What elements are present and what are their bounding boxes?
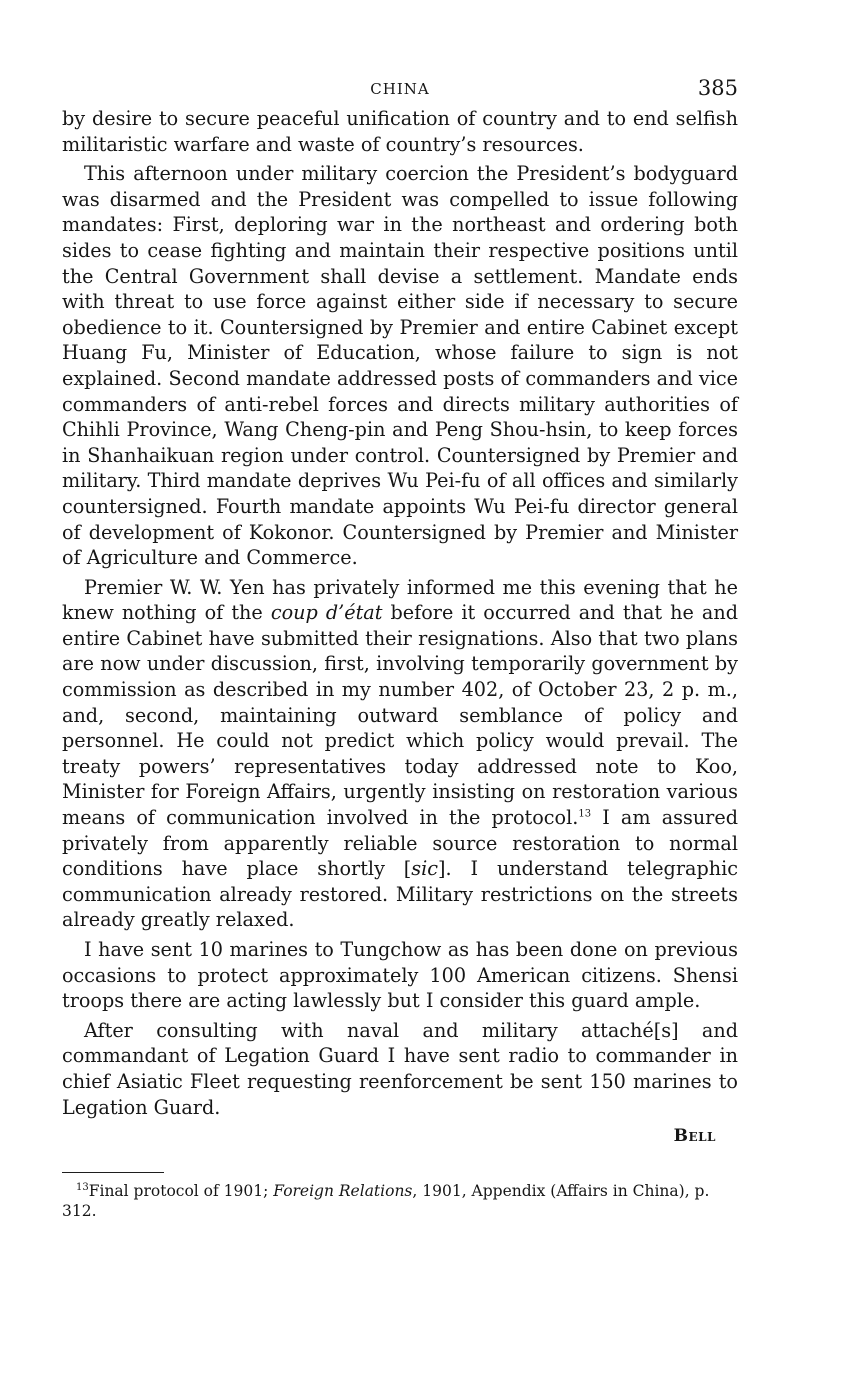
signature: Bell bbox=[673, 1126, 716, 1147]
document-page bbox=[62, 72, 738, 1221]
running-title: CHINA bbox=[370, 80, 430, 98]
page-number: 385 bbox=[697, 76, 738, 100]
footnote-divider bbox=[62, 1172, 164, 1173]
paragraph-text: This afternoon under military coercion the President’s bodyguard was disarmed and the President was compelled to issue following mandates: First, deploring war in the northeast and ordering both sides to cease fighting and maintain their respective positions until the Central Government shall devise a settlement. Mandate ends with threat to use force against either side if necessary to secure obedience to it. Countersigned by Premier and entire Cabinet except Huang Fu, Minister of Education, whose failure to sign is not explained. Second mandate addressed posts of commanders and vice commanders of anti-rebel forces and directs military authorities of Chihli Province, Wang Cheng-pin and Peng Shou-hsin, to keep forces in Shanhaikuan region under control. Countersigned by Premier and military. Third mandate deprives Wu Pei-fu of all offices and similarly countersigned. Fourth mandate appoints Wu Pei-fu director general of development of Kokonor. Countersigned by Premier and Minister of Agriculture and Commerce. bbox=[62, 162, 738, 570]
footnote bbox=[62, 1181, 738, 1221]
italic-word-sic: sic bbox=[411, 857, 439, 881]
paragraph-text: I have sent 10 marines to Tungchow as has been done on previous occasions to protect approximately 100 American citizens. Shensi troops there are acting lawlessly but I consider this guard ample. bbox=[62, 938, 738, 1013]
footnote-text: , 1901, Appendix (Affairs in China), p. 312. bbox=[62, 1181, 710, 1220]
paragraph-continuation bbox=[62, 106, 738, 157]
footnote-marker: 13 bbox=[76, 1181, 89, 1193]
paragraph-marines-tungchow bbox=[62, 937, 738, 1014]
body-text bbox=[62, 106, 738, 1150]
italic-phrase-coup-detat: coup d’état bbox=[270, 601, 383, 625]
paragraph-text: Premier W. W. Yen has privately informed me this evening that he knew nothing of the bbox=[62, 575, 738, 625]
paragraph-text: before it occurred and that he and entire Cabinet have submitted their resignations. Also that two plans are now under discussion, first, involving temporarily government by commission as described in my number 402, of October 23, 2 p. m., and, second, maintaining outward semblance of policy and personnel. He could not predict which policy would prevail. The treaty powers’ representatives today addressed note to Koo, Minister for Foreign Affairs, urgently insisting on restoration various means of communication involved in the protocol. bbox=[62, 601, 739, 830]
paragraph-mandates bbox=[62, 161, 738, 571]
paragraph-text: I am assured privately from apparently reliable source restoration to normal conditions have place shortly [ bbox=[62, 806, 738, 881]
paragraph-premier-yen bbox=[62, 575, 738, 933]
footnote-title: Foreign Relations bbox=[273, 1181, 413, 1200]
paragraph-legation-guard bbox=[62, 1018, 738, 1120]
paragraph-text: After consulting with naval and military attaché[s] and commandant of Legation Guard I have sent radio to commander in chief Asiatic Fleet requesting reenforcement be sent 150 marines to Legation Guard. bbox=[62, 1018, 738, 1119]
paragraph-text: ]. I understand telegraphic communication already restored. Military restrictions on the streets already greatly relaxed. bbox=[62, 857, 738, 932]
paragraph-text: by desire to secure peaceful unification of country and to end selfish militaristic warfare and waste of country’s resources. bbox=[62, 107, 738, 156]
footnote-reference: 13 bbox=[578, 808, 592, 820]
footnote-text: Final protocol of 1901; bbox=[88, 1181, 274, 1200]
running-header bbox=[62, 72, 738, 106]
